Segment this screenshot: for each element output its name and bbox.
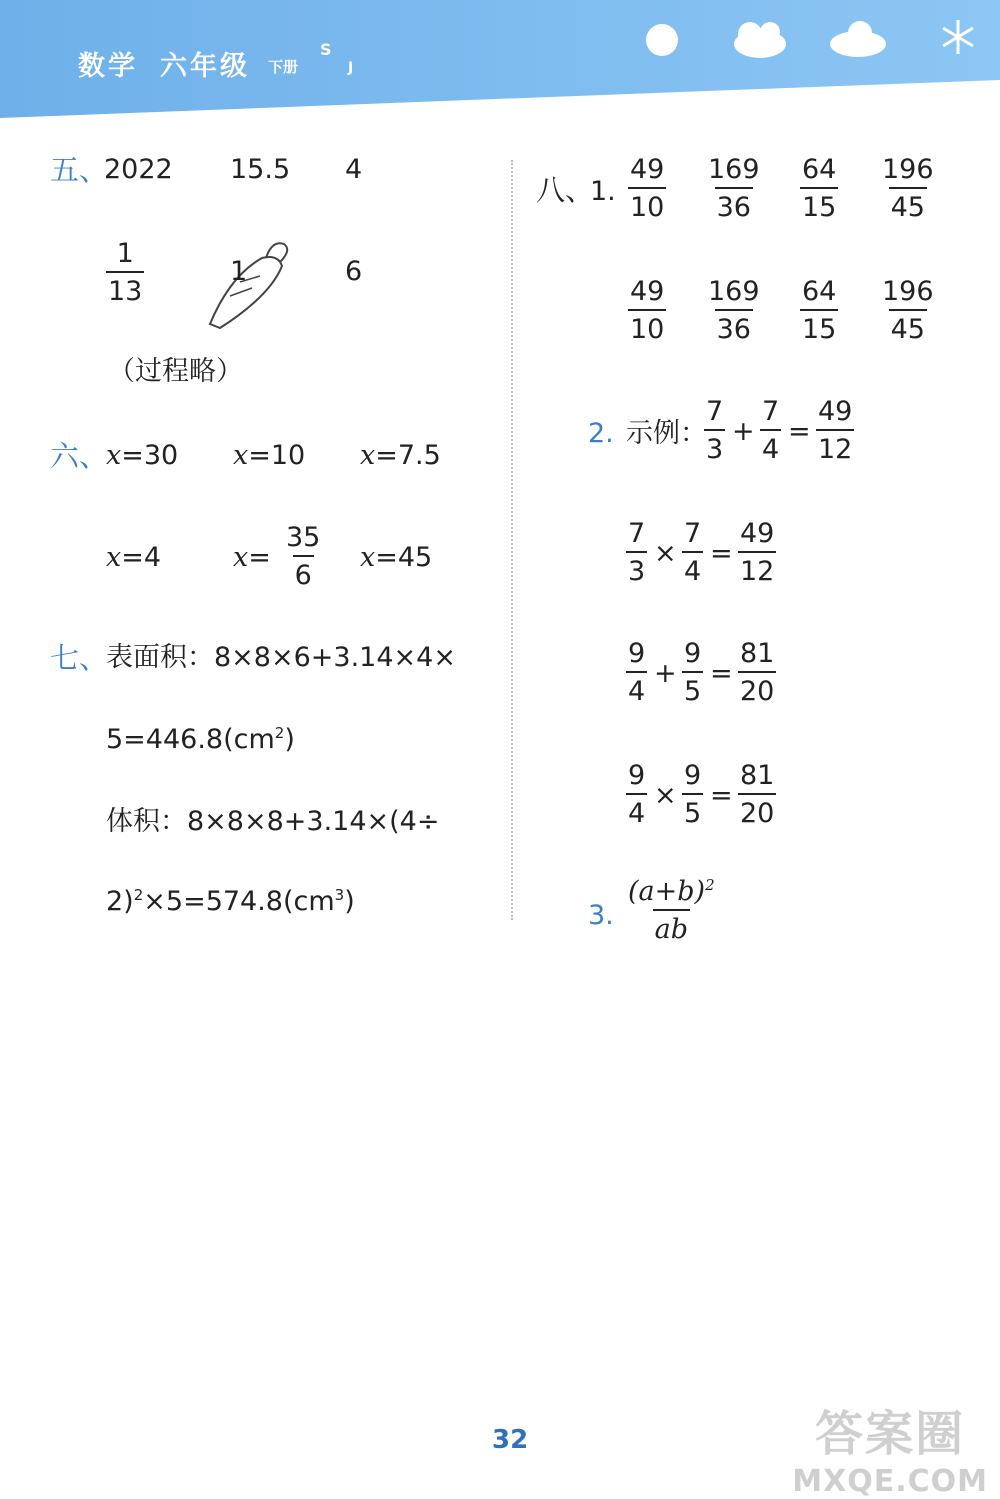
fraction-denominator: 4 bbox=[682, 551, 703, 585]
eq1-equals: = bbox=[788, 416, 811, 447]
part-1-row-1-fraction-2 bbox=[706, 156, 762, 221]
part-1-row-2-fraction-1 bbox=[628, 278, 666, 343]
fraction-denominator: 6 bbox=[293, 555, 314, 589]
eq2-operator: × bbox=[654, 538, 677, 569]
fraction-numerator: 196 bbox=[882, 154, 934, 185]
answer-6-2: x=10 bbox=[233, 440, 306, 471]
fraction-numerator: 49 bbox=[630, 276, 665, 307]
column-divider bbox=[511, 160, 513, 920]
fraction-numerator: 81 bbox=[740, 638, 775, 669]
eq3-operand-b bbox=[682, 640, 703, 705]
fraction-denominator: 15 bbox=[800, 309, 838, 343]
eq3-equals: = bbox=[710, 658, 733, 689]
fraction-numerator: 9 bbox=[628, 638, 646, 669]
sun-icon bbox=[646, 24, 678, 56]
fraction-numerator: 9 bbox=[628, 760, 646, 791]
eq1-result bbox=[816, 398, 854, 463]
fraction-denominator: 10 bbox=[628, 187, 666, 221]
fraction-numerator: 49 bbox=[818, 396, 853, 427]
eq4-operator: × bbox=[654, 780, 677, 811]
part-1-row-1-fraction-3 bbox=[800, 156, 838, 221]
fraction-denominator: 5 bbox=[682, 793, 703, 827]
eq3-operand-a bbox=[626, 640, 647, 705]
fraction-numerator: 1 bbox=[116, 238, 134, 269]
eq2-result bbox=[738, 520, 776, 585]
fraction-numerator: 49 bbox=[740, 518, 775, 549]
answer-6-6: x=45 bbox=[360, 542, 433, 573]
fraction-numerator: 169 bbox=[708, 154, 760, 185]
fraction-numerator: 7 bbox=[684, 518, 702, 549]
eq2-equals: = bbox=[710, 538, 733, 569]
section-6-label: 六、 bbox=[50, 439, 109, 473]
part-1-row-1-fraction-4 bbox=[880, 156, 936, 221]
eq4-operand-b bbox=[682, 762, 703, 827]
eq4-equals: = bbox=[710, 780, 733, 811]
process-omitted-note: （过程略） bbox=[108, 356, 243, 387]
eq1-operator: + bbox=[732, 416, 755, 447]
fraction-denominator: 45 bbox=[889, 309, 927, 343]
fraction-numerator: 81 bbox=[740, 760, 775, 791]
surface-area-line-1: 表面积：8×8×6+3.14×4× bbox=[106, 642, 456, 673]
part-3-label: 3. bbox=[588, 900, 614, 931]
fraction-denominator: 3 bbox=[626, 551, 647, 585]
example-label: 示例： bbox=[626, 418, 707, 449]
answer-6-1: x=30 bbox=[106, 440, 179, 471]
fraction-denominator: 20 bbox=[738, 793, 776, 827]
answer-5-5: 1 bbox=[230, 256, 248, 287]
fraction-denominator: ab bbox=[653, 909, 690, 943]
fraction-numerator: 49 bbox=[630, 154, 665, 185]
answer-5-6: 6 bbox=[345, 256, 363, 287]
eq4-operand-a bbox=[626, 762, 647, 827]
part-1-row-2-fraction-4 bbox=[880, 278, 936, 343]
answer-6-4: x=4 bbox=[106, 542, 162, 573]
fraction-numerator: $(a+b)^2$ bbox=[628, 876, 715, 907]
fraction-numerator: 196 bbox=[882, 276, 934, 307]
answer-5-1: 2022 bbox=[104, 154, 173, 185]
carrot-doodle-icon bbox=[200, 236, 300, 336]
part-2-label: 2. bbox=[588, 418, 614, 449]
fraction-denominator: 36 bbox=[715, 309, 753, 343]
fraction-denominator: 13 bbox=[106, 271, 144, 305]
fraction-numerator: 169 bbox=[708, 276, 760, 307]
page-header bbox=[0, 0, 1000, 120]
fraction-denominator: 12 bbox=[816, 429, 854, 463]
part-1-row-2-fraction-2 bbox=[706, 278, 762, 343]
fraction-numerator: 7 bbox=[706, 396, 724, 427]
eq1-operand-b bbox=[760, 398, 781, 463]
header-grade: 六年级 bbox=[160, 51, 250, 82]
eq1-operand-a bbox=[704, 398, 725, 463]
answer-5-4-fraction bbox=[106, 240, 144, 305]
header-subject: 数学 bbox=[78, 51, 138, 82]
header-badge-j: J bbox=[348, 60, 354, 76]
fraction-numerator: 9 bbox=[684, 638, 702, 669]
fraction-denominator: 15 bbox=[800, 187, 838, 221]
fraction-numerator: 64 bbox=[802, 276, 837, 307]
section-5-label: 五、 bbox=[50, 153, 109, 187]
fraction-denominator: 12 bbox=[738, 551, 776, 585]
fraction-numerator: 7 bbox=[628, 518, 646, 549]
watermark-line-1: 答案圈 bbox=[815, 1406, 966, 1462]
fraction-denominator: 20 bbox=[738, 671, 776, 705]
volume-line-2: $2)^2\times 5=574.8(cm^3)$ bbox=[106, 886, 355, 917]
eq3-operator: + bbox=[654, 658, 677, 689]
fraction-denominator: 45 bbox=[889, 187, 927, 221]
answer-6-5-fraction bbox=[284, 524, 322, 589]
part-1-row-1-fraction-1 bbox=[628, 156, 666, 221]
answer-5-3: 4 bbox=[345, 154, 363, 185]
header-volume: 下册 bbox=[268, 58, 299, 76]
fraction-numerator: 9 bbox=[684, 760, 702, 791]
fraction-denominator: 4 bbox=[760, 429, 781, 463]
eq3-result bbox=[738, 640, 776, 705]
fraction-denominator: 3 bbox=[704, 429, 725, 463]
eq4-result bbox=[738, 762, 776, 827]
eq2-operand-b bbox=[682, 520, 703, 585]
fraction-denominator: 10 bbox=[628, 309, 666, 343]
part-1-label: 1. bbox=[590, 176, 616, 207]
part-1-row-2-fraction-3 bbox=[800, 278, 838, 343]
part-3-fraction bbox=[626, 878, 717, 943]
volume-line-1: 体积：8×8×8+3.14×(4÷ bbox=[106, 806, 440, 837]
surface-area-line-2: $5=446.8(cm^2)$ bbox=[106, 724, 295, 755]
eq2-operand-a bbox=[626, 520, 647, 585]
fraction-denominator: 4 bbox=[626, 793, 647, 827]
section-7-label: 七、 bbox=[50, 641, 109, 675]
fraction-numerator: 35 bbox=[286, 522, 321, 553]
fraction-numerator: 7 bbox=[762, 396, 780, 427]
answer-6-5-lhs: x= bbox=[233, 542, 271, 573]
cloud-icon bbox=[734, 22, 786, 58]
section-8-label: 八、 bbox=[536, 173, 595, 207]
header-banner bbox=[0, 0, 1000, 120]
watermark bbox=[792, 1395, 988, 1499]
answer-5-2: 15.5 bbox=[230, 154, 291, 185]
fraction-denominator: 5 bbox=[682, 671, 703, 705]
watermark-line-2: MXQE.COM bbox=[792, 1464, 988, 1499]
fraction-denominator: 36 bbox=[715, 187, 753, 221]
answer-6-3: x=7.5 bbox=[360, 440, 441, 471]
header-badge-s: S bbox=[320, 40, 332, 59]
fraction-denominator: 4 bbox=[626, 671, 647, 705]
page-number: 32 bbox=[492, 1425, 529, 1455]
fraction-numerator: 64 bbox=[802, 154, 837, 185]
